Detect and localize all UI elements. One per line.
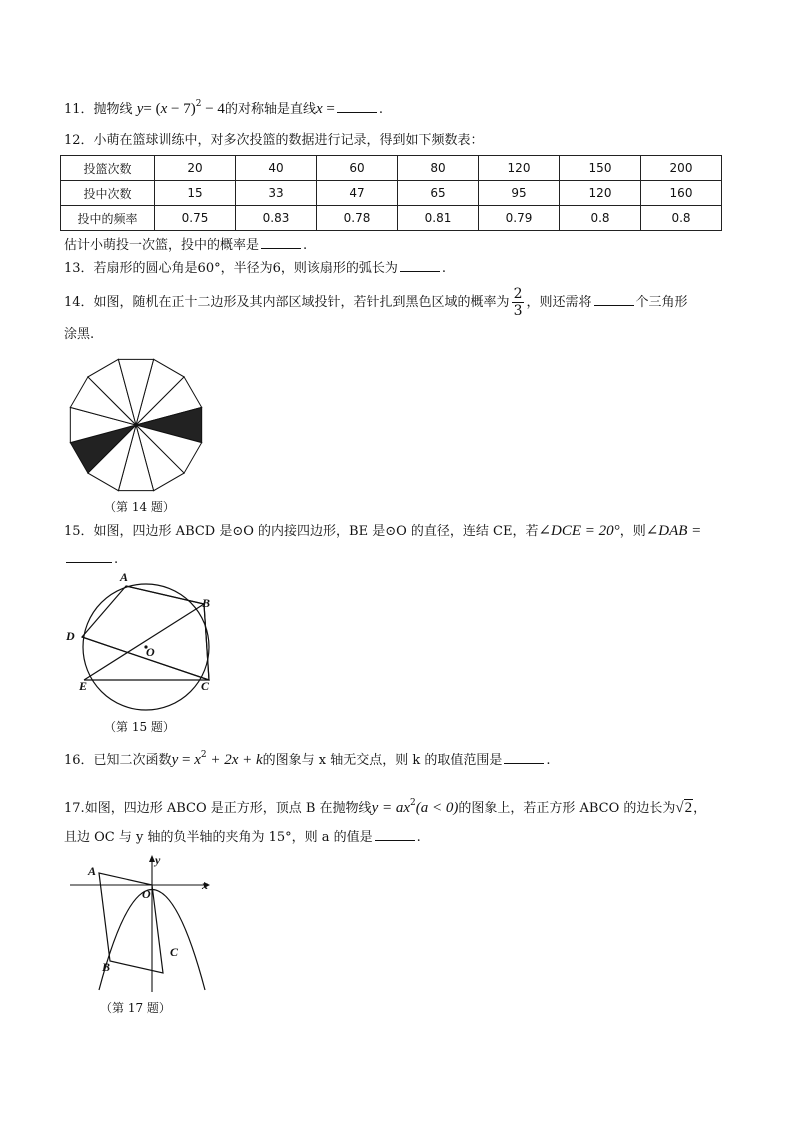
quadrilateral-abcd bbox=[82, 586, 209, 680]
table-cell: 65 bbox=[398, 181, 479, 206]
table-cell: 0.83 bbox=[236, 206, 317, 231]
answer-blank bbox=[594, 293, 634, 306]
label-c: C bbox=[201, 679, 210, 693]
question-12-followup: 估计小萌投一次篮，投中的概率是 . bbox=[64, 238, 308, 253]
question-11: 11．抛物线 $y= (x - 7)^2 - 4$的对称轴是直线x = . bbox=[64, 99, 383, 117]
label-y: y bbox=[155, 853, 161, 867]
table-cell: 150 bbox=[560, 156, 641, 181]
answer-blank bbox=[261, 236, 301, 249]
table-cell: 200 bbox=[641, 156, 722, 181]
question-15: 15．如图，四边形 ABCD 是⊙O 的内接四边形，BE 是⊙O 的直径，连结 CE，若∠DCE = 20°，则∠DAB = bbox=[64, 523, 702, 539]
answer-blank bbox=[375, 828, 415, 841]
dodecagon-figure bbox=[66, 355, 206, 495]
label-a: A bbox=[88, 864, 97, 878]
table-cell: 95 bbox=[479, 181, 560, 206]
table-cell: 0.81 bbox=[398, 206, 479, 231]
answer-blank bbox=[504, 751, 544, 764]
sqrt-expression: √2 bbox=[675, 800, 693, 816]
inscribed-lines bbox=[84, 586, 209, 680]
question-14-line2: 涂黑. bbox=[64, 327, 95, 342]
table-cell: 0.78 bbox=[317, 206, 398, 231]
question-12: 12．小萌在篮球训练中，对多次投篮的数据进行记录，得到如下频数表： bbox=[64, 133, 484, 148]
question-14: 14．如图，随机在正十二边形及其内部区域投针，若针扎到黑色区域的概率为 $\frac{2}{3}$ ，则还需将 个三角形 bbox=[64, 286, 688, 319]
figure-caption-17: （第 17 题） bbox=[100, 1001, 171, 1015]
table-cell: 33 bbox=[236, 181, 317, 206]
table-cell: 0.79 bbox=[479, 206, 560, 231]
figure-caption-15: （第 15 题） bbox=[104, 720, 175, 734]
label-a: A bbox=[120, 570, 129, 584]
label-o: O bbox=[142, 887, 151, 901]
table-row bbox=[61, 206, 722, 231]
question-17-line2: 且边 OC 与 y 轴的负半轴的夹角为 15°，则 a 的值是 . bbox=[64, 830, 421, 845]
question-17: 17.如图，四边形 ABCO 是正方形，顶点 B 在抛物线$y = ax^2(a < 0)$的图象上，若正方形 ABCO 的边长为√2， bbox=[64, 798, 707, 816]
label-d: D bbox=[66, 629, 75, 643]
circle-quadrilateral-figure bbox=[62, 570, 222, 700]
table-cell: 160 bbox=[641, 181, 722, 206]
table-cell: 60 bbox=[317, 156, 398, 181]
table-cell: 47 bbox=[317, 181, 398, 206]
table-cell: 20 bbox=[155, 156, 236, 181]
table-row-header: 投中的频率 bbox=[61, 206, 155, 231]
table-row-header: 投中次数 bbox=[61, 181, 155, 206]
label-b: B bbox=[102, 960, 111, 974]
label-x: x bbox=[202, 878, 208, 892]
diameter-be bbox=[84, 604, 204, 680]
table-cell: 0.8 bbox=[641, 206, 722, 231]
table-cell: 120 bbox=[479, 156, 560, 181]
label-b: B bbox=[202, 596, 211, 610]
table-cell: 0.8 bbox=[560, 206, 641, 231]
answer-blank bbox=[400, 259, 440, 272]
table-row-header: 投篮次数 bbox=[61, 156, 155, 181]
question-15-line2: . bbox=[64, 550, 118, 569]
label-c: C bbox=[170, 945, 179, 959]
table-cell: 40 bbox=[236, 156, 317, 181]
table-row bbox=[61, 181, 722, 206]
frequency-table bbox=[60, 155, 722, 231]
figure-caption-14: （第 14 题） bbox=[104, 500, 175, 514]
question-16: 16．已知二次函数$y = x^2 + 2x + k$的图象与 x 轴无交点，则 k 的取值范围是 . bbox=[64, 750, 551, 768]
table-cell: 15 bbox=[155, 181, 236, 206]
question-13: 13．若扇形的圆心角是60°，半径为6，则该扇形的弧长为 . bbox=[64, 261, 447, 276]
table-cell: 0.75 bbox=[155, 206, 236, 231]
answer-blank bbox=[66, 550, 112, 563]
label-o: O bbox=[146, 645, 155, 659]
table-cell: 120 bbox=[560, 181, 641, 206]
table-row bbox=[61, 156, 722, 181]
table-cell: 80 bbox=[398, 156, 479, 181]
fraction: $\frac{2}{3}$ bbox=[513, 286, 523, 319]
answer-blank bbox=[337, 100, 377, 113]
label-e: E bbox=[79, 679, 88, 693]
parabola-square-figure bbox=[64, 852, 224, 1002]
